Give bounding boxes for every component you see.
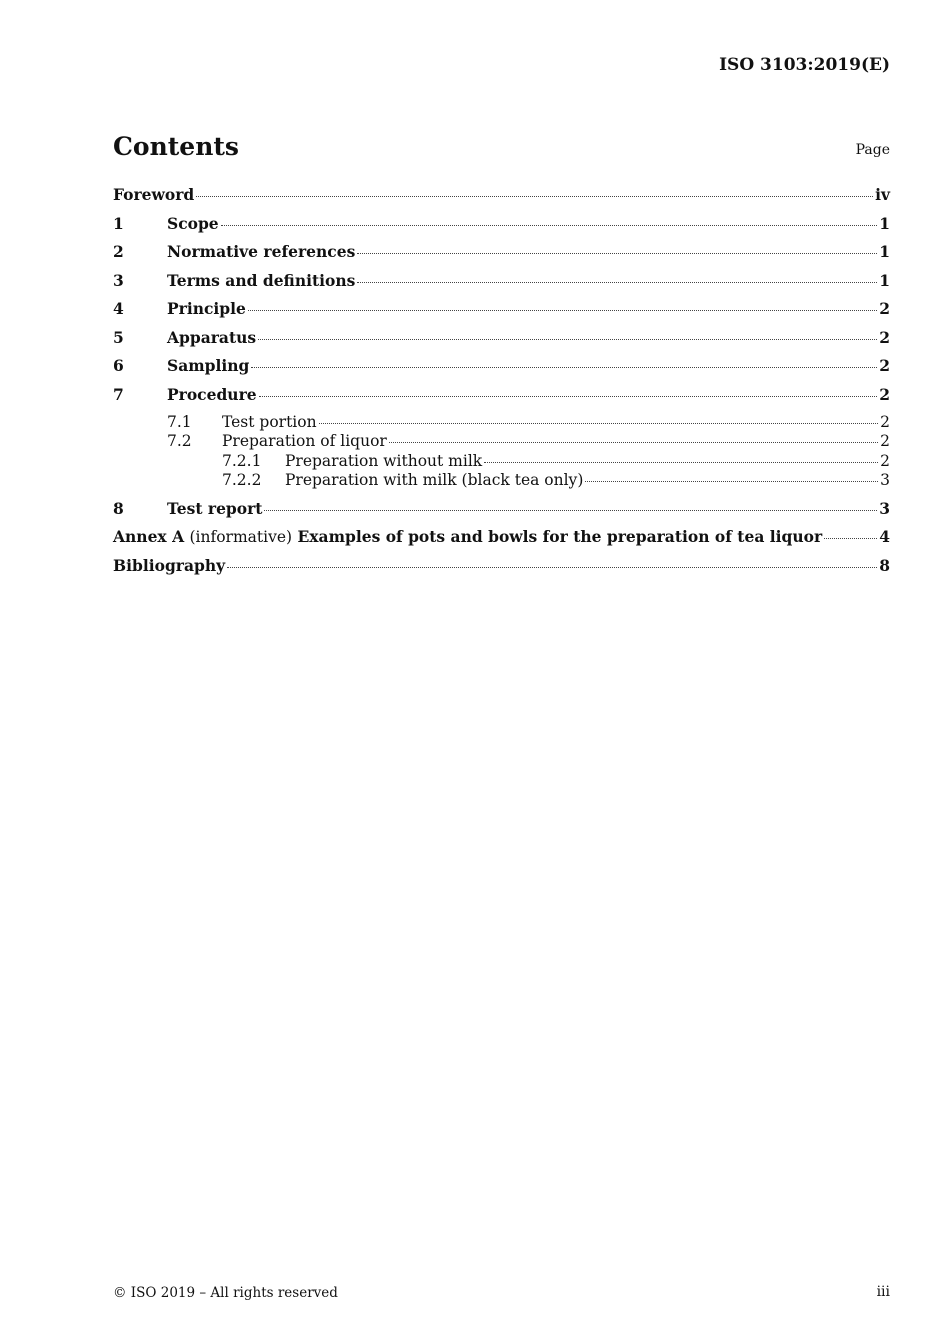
- dot-leader: [251, 367, 877, 368]
- toc-entry-title: Normative references: [167, 242, 356, 261]
- toc-entry-page: 3: [879, 498, 890, 518]
- toc-entry-annex-a[interactable]: [113, 527, 890, 556]
- toc-entry-number: 7.2.2: [222, 470, 262, 489]
- toc-entry-title: Scope: [167, 213, 219, 233]
- toc-entry-number: 4: [113, 299, 124, 318]
- annex-title: Examples of pots and bowls for the preparation of tea liquor: [297, 527, 823, 547]
- dot-leader: [259, 396, 878, 397]
- toc-entry-page: 2: [879, 327, 890, 347]
- toc-entry-terms-and-definitions[interactable]: [113, 271, 890, 300]
- toc-entry-bibliography[interactable]: [113, 556, 890, 585]
- toc-entry-page: iv: [875, 185, 890, 204]
- toc-entry-preparation-without-milk[interactable]: [113, 452, 890, 471]
- toc-entry-page: 3: [880, 470, 890, 489]
- toc-entry-title: Foreword: [113, 185, 195, 204]
- toc-entry-number: 6: [113, 356, 124, 375]
- toc-entry-page: 2: [880, 413, 890, 431]
- toc-entry-test-report[interactable]: [113, 499, 890, 528]
- page-title: Contents: [113, 132, 240, 161]
- toc-entry-page: 2: [879, 356, 890, 375]
- dot-leader: [264, 510, 877, 511]
- toc-entry-apparatus[interactable]: [113, 328, 890, 357]
- dot-leader: [585, 481, 878, 482]
- toc-entry-sampling[interactable]: [113, 356, 890, 385]
- toc-entry-scope[interactable]: [113, 214, 890, 243]
- toc-entry-procedure[interactable]: [113, 385, 890, 414]
- footer-copyright: © ISO 2019 – All rights reserved: [113, 1285, 338, 1301]
- toc-entry-test-portion[interactable]: [113, 413, 890, 432]
- toc-entry-page: 1: [879, 213, 890, 233]
- toc-entry-number: 1: [113, 213, 124, 233]
- dot-leader: [319, 423, 879, 424]
- toc-entry-number: 7.2.1: [222, 451, 262, 470]
- table-of-contents: [113, 185, 890, 584]
- dot-leader: [824, 538, 877, 539]
- toc-entry-title: Preparation of liquor: [222, 432, 387, 451]
- toc-entry-preparation-of-liquor[interactable]: [113, 432, 890, 451]
- toc-entry-page: 2: [879, 299, 890, 318]
- toc-entry-title: Test portion: [222, 413, 317, 431]
- toc-entry-title: Principle: [167, 299, 246, 318]
- dot-leader: [221, 225, 878, 226]
- toc-entry-title: Preparation with milk (black tea only): [285, 470, 584, 489]
- toc-entry-title: Sampling: [167, 356, 250, 375]
- toc-entry-page: 8: [879, 555, 890, 575]
- dot-leader: [484, 462, 878, 463]
- toc-entry-foreword[interactable]: [113, 185, 890, 214]
- toc-entry-number: 3: [113, 270, 124, 290]
- toc-entry-principle[interactable]: [113, 299, 890, 328]
- toc-entry-title: Terms and definitions: [167, 270, 356, 290]
- toc-entry-page: 1: [879, 270, 890, 290]
- footer-page-number: iii: [876, 1284, 890, 1300]
- dot-leader: [258, 339, 877, 340]
- toc-entry-title: Bibliography: [113, 555, 226, 575]
- document-id: ISO 3103:2019(E): [719, 55, 890, 75]
- page-column-label: Page: [855, 142, 890, 158]
- annex-type: (informative): [189, 528, 293, 547]
- dot-leader: [196, 196, 873, 197]
- dot-leader: [389, 442, 878, 443]
- annex-label: Annex A: [113, 527, 185, 547]
- toc-entry-number: 7: [113, 384, 124, 404]
- toc-entry-number: 8: [113, 498, 124, 518]
- dot-leader: [357, 253, 877, 254]
- toc-entry-title: Test report: [167, 498, 263, 518]
- dot-leader: [248, 310, 877, 311]
- toc-entry-page: 2: [880, 432, 890, 451]
- toc-entry-number: 5: [113, 327, 124, 347]
- toc-entry-preparation-with-milk[interactable]: [113, 471, 890, 499]
- toc-entry-title: Apparatus: [167, 327, 257, 347]
- toc-entry-normative-references[interactable]: [113, 242, 890, 271]
- toc-entry-title: Preparation without milk: [285, 451, 483, 470]
- toc-entry-page: 2: [880, 451, 890, 470]
- dot-leader: [357, 282, 877, 283]
- toc-entry-title: Procedure: [167, 384, 257, 404]
- toc-entry-number: 7.1: [167, 413, 192, 431]
- toc-entry-title: [113, 527, 822, 546]
- toc-entry-page: 2: [879, 384, 890, 404]
- dot-leader: [227, 567, 877, 568]
- toc-entry-page: 1: [879, 242, 890, 261]
- toc-entry-page: 4: [879, 527, 890, 547]
- toc-entry-number: 2: [113, 242, 124, 261]
- toc-entry-number: 7.2: [167, 432, 192, 451]
